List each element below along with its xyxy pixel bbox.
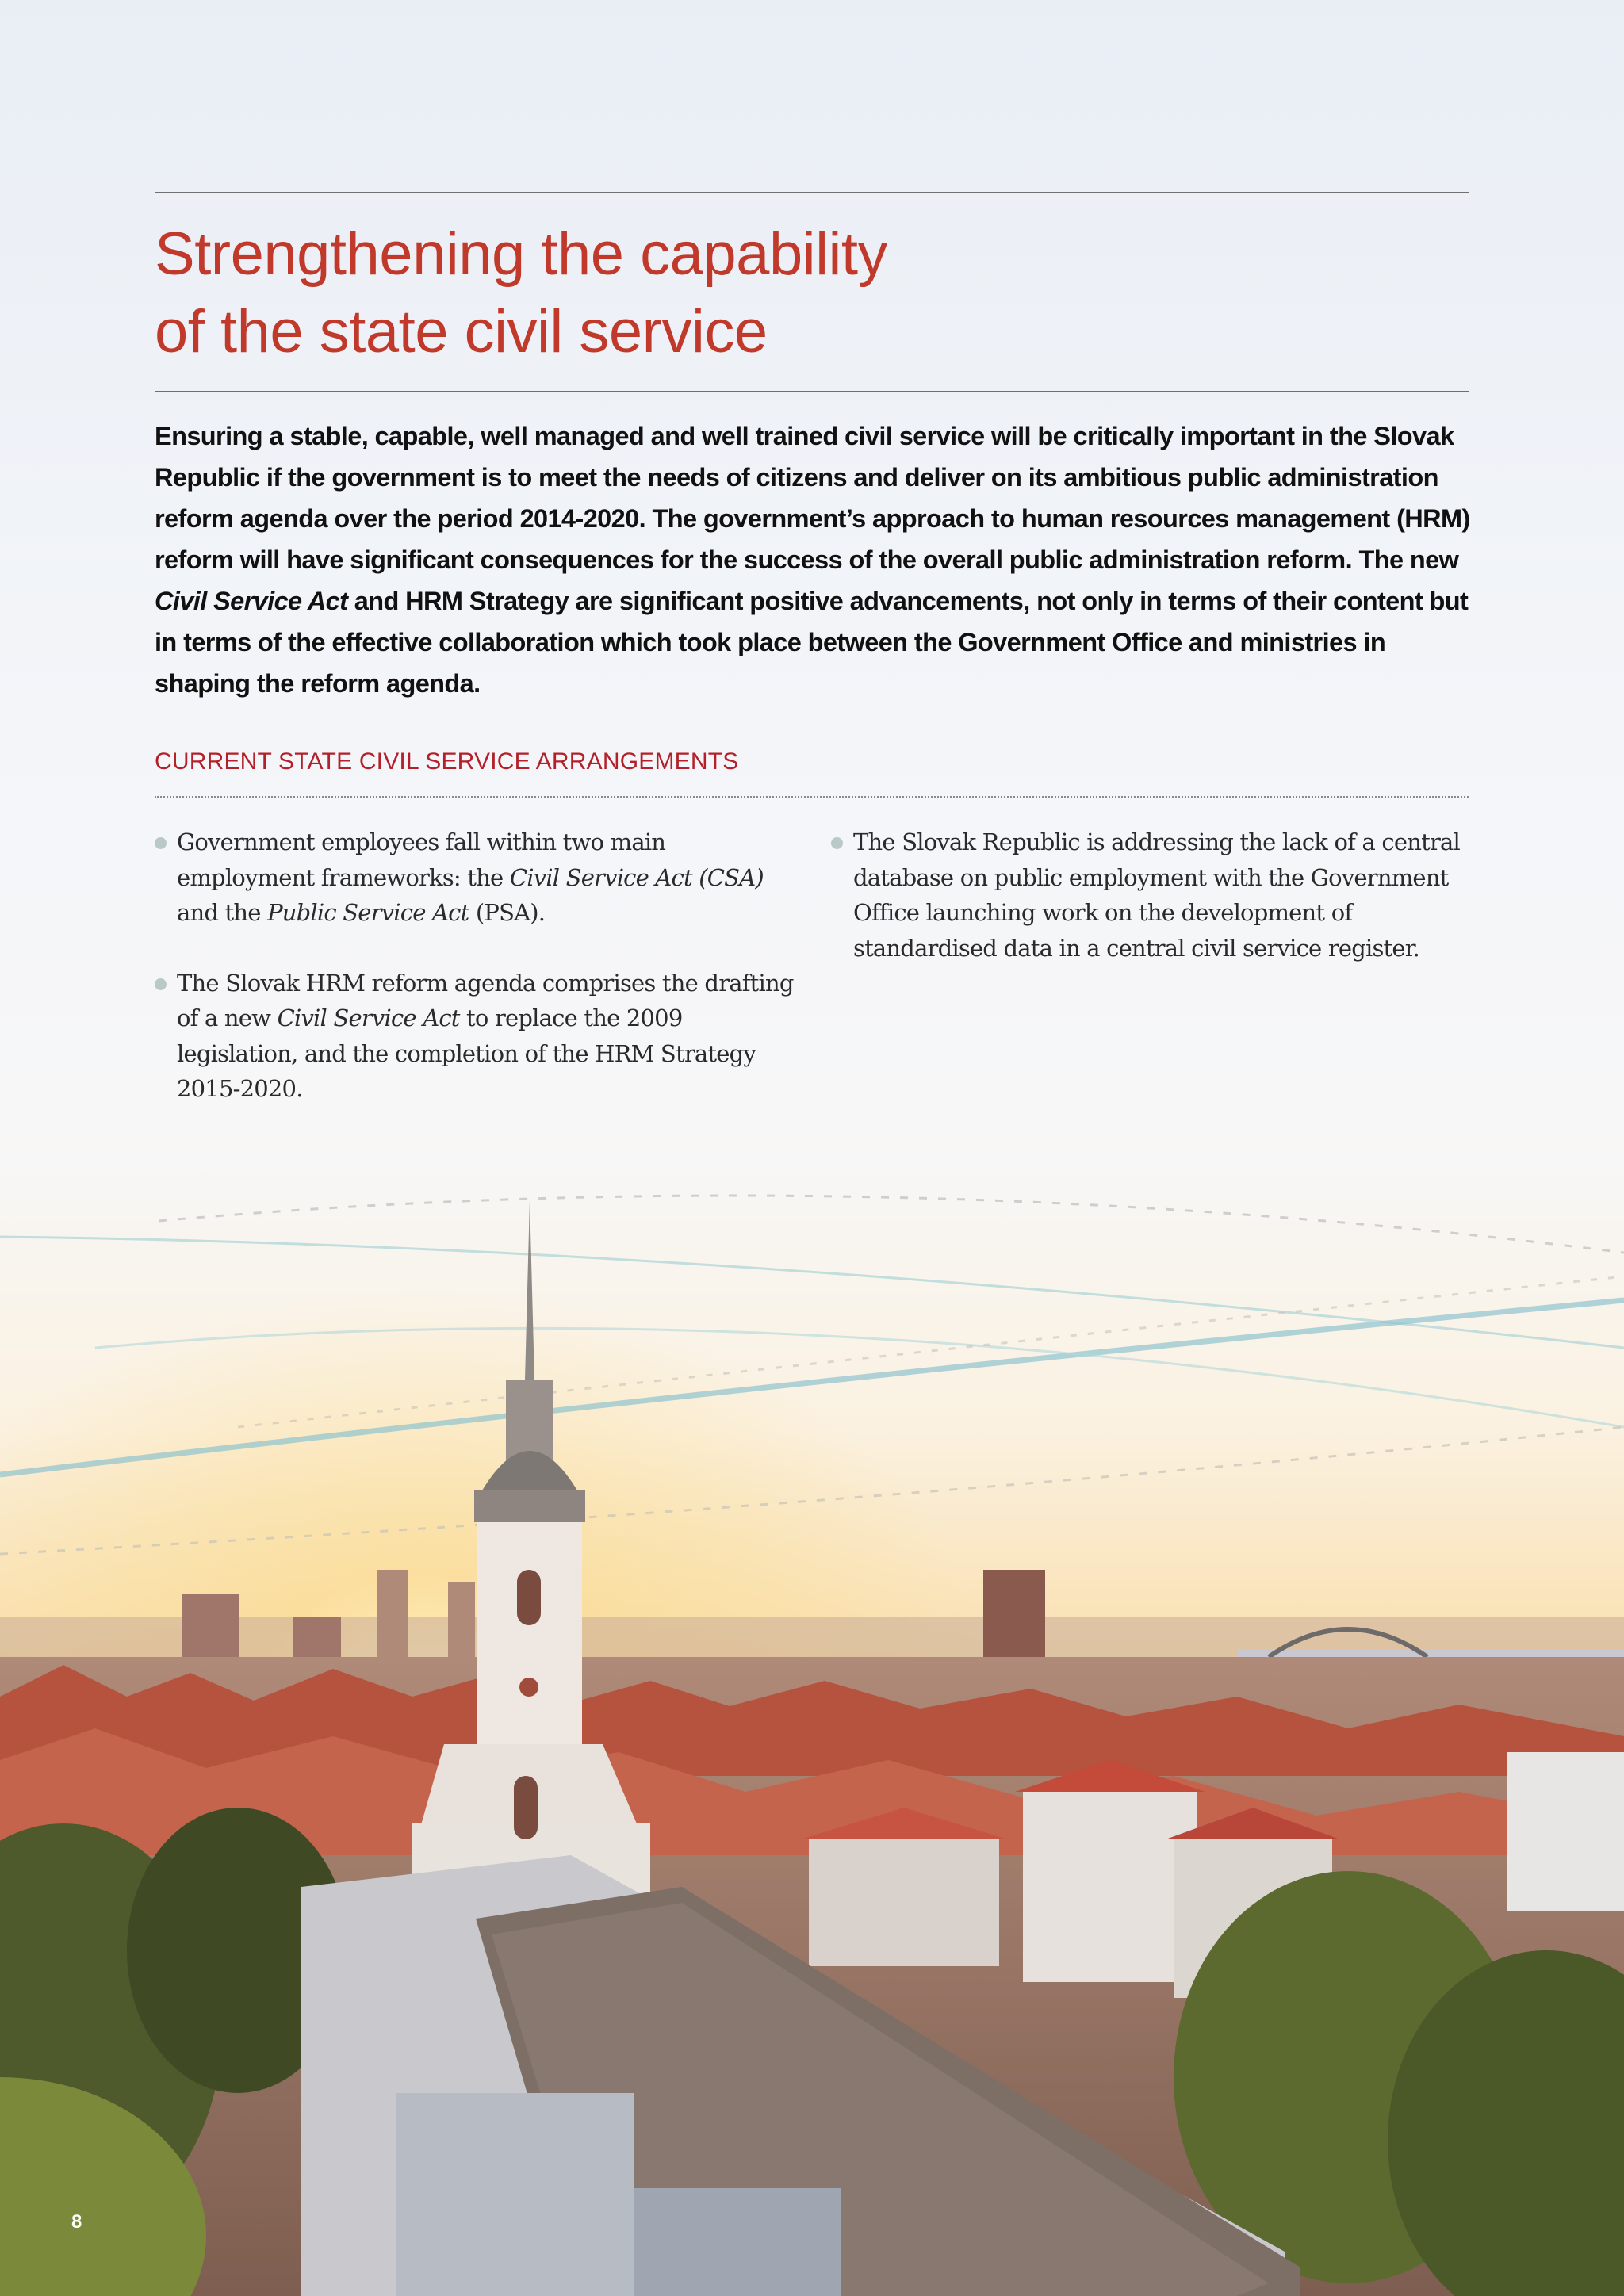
- bullet-list-right: [831, 825, 1481, 1001]
- bullet-italic: Civil Service Act: [277, 1004, 460, 1031]
- page-title-line-1: Strengthening the capability: [155, 220, 887, 288]
- intro-text-1: Ensuring a stable, capable, well managed and well trained civil service will be critically important in the Slovak Republic if the government is to meet the needs of citizens and deliver on its ambitious public administration reform agenda over the period 2014-2020. The government’s approach to human resources management (HRM) reform will have significant consequences for the success of the overall public administration reform. The new: [155, 422, 1470, 574]
- bullet-list-left: [155, 825, 805, 1142]
- section-heading: CURRENT STATE CIVIL SERVICE ARRANGEMENTS: [155, 748, 739, 775]
- bullet-dot-icon: [831, 837, 843, 849]
- bullet-italic: Civil Service Act (CSA): [509, 863, 764, 891]
- page-number: 8: [71, 2211, 82, 2233]
- list-item: [155, 966, 805, 1107]
- bullet-italic: Public Service Act: [267, 899, 469, 926]
- bullet-text: and the: [177, 899, 268, 926]
- bullet-text: to replace the 2009 legislation, and the completion of the HRM Strategy 2015-2020.: [177, 1004, 756, 1102]
- list-item: [831, 825, 1481, 966]
- page-title-line-2: of the state civil service: [155, 298, 768, 365]
- bullet-text: Government employees fall within two main employment frameworks: the: [177, 828, 666, 891]
- bullet-text: The Slovak Republic is addressing the lack of a central database on public employment with the Government Office launching work on the development of standardised data in a central civil service register.: [853, 828, 1460, 962]
- page-title: [155, 216, 1265, 371]
- bullet-text: The Slovak HRM reform agenda comprises the drafting of a new: [177, 969, 794, 1031]
- bullet-dot-icon: [155, 837, 167, 849]
- list-item: [155, 825, 805, 931]
- top-rule: [155, 192, 1469, 193]
- bullet-text: (PSA).: [469, 899, 546, 926]
- intro-paragraph: [155, 415, 1475, 704]
- city-skyline-photo: [0, 1142, 1624, 2296]
- intro-italic-act: Civil Service Act: [155, 587, 348, 615]
- bullet-dot-icon: [155, 978, 167, 990]
- section-dotted-rule: [155, 796, 1469, 798]
- intro-text-2: and HRM Strategy are significant positive advancements, not only in terms of their content but in terms of the effective collaboration which took place between the Government Office and ministries in shaping the reform agenda.: [155, 587, 1469, 698]
- city-skyline-illustration: [0, 1142, 1624, 2296]
- title-rule: [155, 391, 1469, 392]
